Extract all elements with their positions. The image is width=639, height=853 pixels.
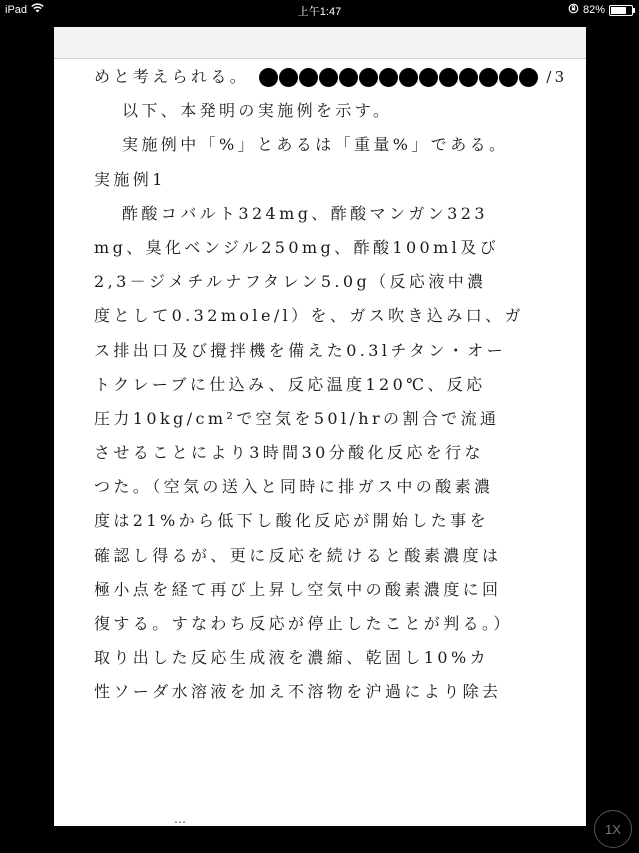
document-line: させることにより3時間30分酸化反応を行な bbox=[94, 443, 484, 463]
battery-percent: 82% bbox=[582, 4, 605, 16]
document-text bbox=[94, 60, 566, 710]
device-label: iPad bbox=[5, 3, 28, 16]
document-line: 以下、本発明の実施例を示す。 bbox=[122, 101, 393, 121]
battery-fill bbox=[611, 7, 626, 14]
document-line: 2,3－ジメチルナフタレン5.0g（反応液中濃 bbox=[94, 272, 487, 292]
document-line: mg、臭化ベンジル250mg、酢酸100ml及び bbox=[94, 237, 499, 257]
document-line: 酢酸コバルト324mg、酢酸マンガン323 bbox=[122, 203, 488, 223]
bottom-text-fragment: … bbox=[174, 812, 192, 826]
status-right bbox=[568, 3, 633, 17]
document-line: 圧力10kg/cm²で空気を50l/hrの割合で流通 bbox=[94, 408, 500, 428]
document-page[interactable] bbox=[54, 27, 586, 826]
document-line: 極小点を経て再び上昇し空気中の酸素濃度に回 bbox=[94, 579, 502, 599]
page-header-strip bbox=[54, 27, 586, 59]
status-bar bbox=[0, 0, 639, 20]
document-line: 性ソーダ水溶液を加え不溶物を沪過により除去 bbox=[94, 682, 502, 702]
document-line: 実施例中「%」とあるは「重量%」である。 bbox=[122, 135, 509, 155]
zoom-1x-button[interactable]: 1X bbox=[594, 810, 632, 848]
document-line: 確認し得るが、更に反応を続けると酸素濃度は bbox=[94, 545, 502, 565]
document-line: トクレーブに仕込み、反応温度120℃、反応 bbox=[94, 374, 486, 394]
first-line-tail: /3 bbox=[546, 68, 568, 86]
document-line: 取り出した反応生成液を濃縮、乾固し10%カ bbox=[94, 648, 489, 668]
document-line: ス排出口及び攪拌機を備えた0.3lチタン・オー bbox=[94, 340, 506, 360]
document-line: 度は21%から低下し酸化反応が開始した事を bbox=[94, 511, 489, 531]
document-line: 度として0.32mole/l）を、ガス吹き込み口、ガ bbox=[94, 306, 524, 326]
document-line: 復する。すなわち反応が停止したことが判る。） bbox=[94, 614, 513, 633]
battery-icon bbox=[609, 5, 633, 16]
status-time: 上午1:47 bbox=[297, 6, 342, 18]
document-line-first bbox=[94, 60, 566, 94]
first-line-text: めと考えられる。 bbox=[94, 67, 250, 86]
redaction-mark bbox=[259, 68, 538, 87]
document-line: つた。（空気の送入と同時に排ガス中の酸素濃 bbox=[94, 477, 494, 497]
document-line: 実施例1 bbox=[94, 169, 166, 189]
rotation-lock-icon bbox=[568, 3, 579, 17]
